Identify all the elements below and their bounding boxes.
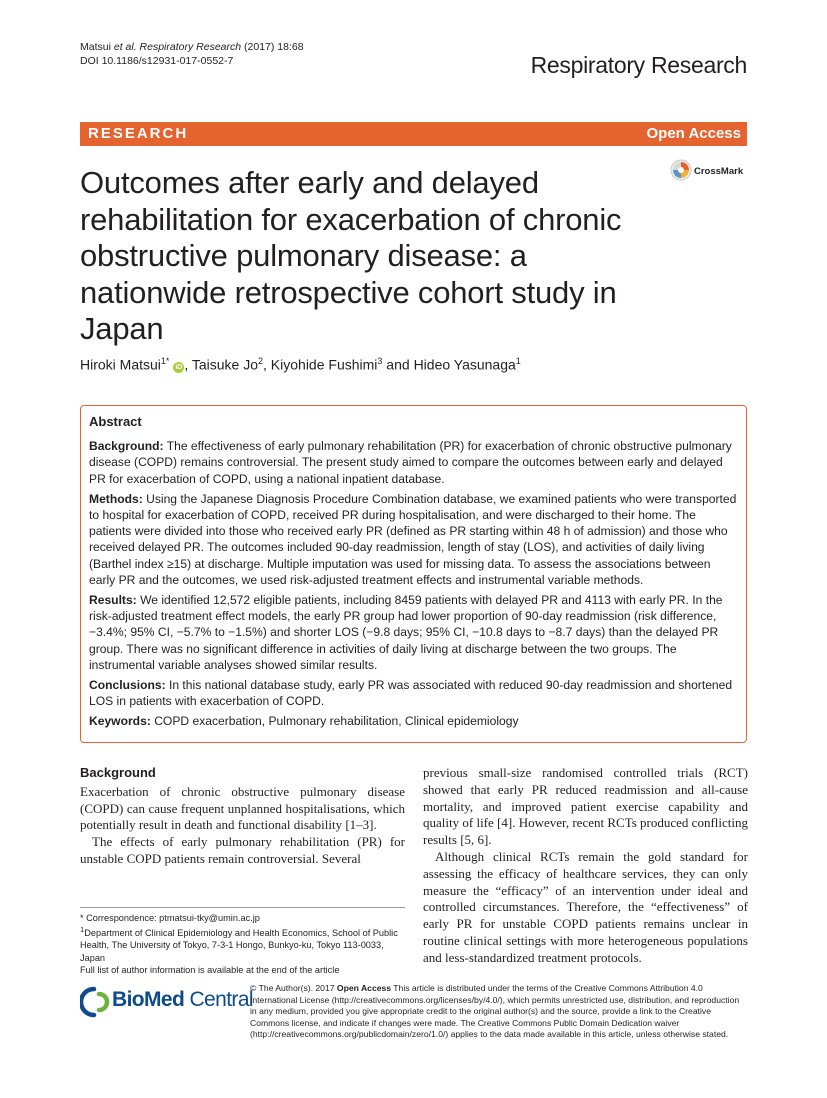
author-name: Hiroki Matsui [80,356,161,373]
abstract-methods: Methods: Using the Japanese Diagnosis Procedure Combination database, we examined patients who were transported to hospital for exacerbation of COPD, received PR during hospitalisation, and were discharged to their home. The patients were divided into those who received early PR (defined as PR starting within 48 h of admission) and those who received delayed PR. The outcomes included 90-day readmission, length of stay (LOS), and activities of daily living (Barthel index ≥15) at discharge. Multiple imputation was used for missing data. To assess the associations between early PR and the outcomes, we used risk-adjusted treatment effects and instrumental variable methods. [89,491,737,587]
body-paragraph: Although clinical RCTs remain the gold standard for assessing the efficacy of healthcare services, they can only measure the “efficacy” of an intervention under ideal and controlled circumstances. Therefore, the “effectiveness” of early PR for unstable COPD patients remains unclear in routine clinical settings with more heterogeneous populations and less-standardized treatment protocols. [423,848,748,965]
crossmark-icon [670,159,692,181]
body-column-right [423,765,748,967]
citation-header [80,40,304,68]
author-list: Hiroki Matsui$^{1*}$ iD , Taisuke Jo$^2$, Kiyohide Fushimi$^3$ and Hideo Yasunaga$^1$ [80,356,521,373]
author-affiliation-sup: 1 [515,356,521,366]
author-name: Taisuke Jo [191,356,258,373]
bmc-bracket-icon [80,986,110,1018]
abstract-label: Keywords: [89,714,151,729]
article-type-band [80,122,747,146]
affiliation: $^1$Department of Clinical Epidemiology and Health Economics, School of Public Health, The University of Tokyo, 7-3-1 Hongo, Bunkyo-ku, Tokyo 113-0033, Japan [80,925,398,963]
author-affiliation-sup: 3 [377,356,383,366]
body-paragraph: Exacerbation of chronic obstructive pulmonary disease (COPD) can cause frequent unplanned hospitalisations, which potentially result in death and functional disability [1–3]. [80,783,405,833]
author-name: Hideo Yasunaga [413,356,516,373]
citation-doi[interactable]: DOI 10.1186/s12931-017-0552-7 [80,55,234,67]
abstract-results: Results: We identified 12,572 eligible patients, including 8459 patients with delayed PR and 4113 with early PR. In the risk-adjusted treatment effect models, the early PR group had lower proportion of 90-day readmission (risk difference, −3.4%; 95% CI, −5.7% to −1.5%) and shorter LOS (−9.8 days; 95% CI, −10.8 days to −8.7 days) than the delayed PR group. There was no significant difference in activities of daily living at discharge between the two groups. The instrumental variable analyses showed similar results. [89,593,723,672]
author-name: Kiyohide Fushimi [270,356,378,373]
body-paragraph: The effects of early pulmonary rehabilitation (PR) for unstable COPD patients remain controversial. Several [80,834,405,866]
orcid-icon[interactable]: iD [175,363,183,371]
article-title: Outcomes after early and delayed rehabilitation for exacerbation of chronic obstructive pulmonary disease: a nationwide retrospective cohort study in Japan [80,165,622,346]
open-access-bold: Open Access [336,983,392,993]
bmc-wordmark: BioMed Central [112,988,253,1011]
abstract-box [80,405,747,743]
correspondence[interactable]: * Correspondence: ptmatsui-tky@umin.ac.jp [80,913,260,923]
open-access-label: Open Access [646,125,741,142]
abstract-label: Methods: [89,491,143,506]
section-heading: Background [80,765,156,780]
footnote-divider [80,907,405,908]
affiliation-sup: 1 [80,925,85,935]
body-paragraph: previous small-size randomised controlled trials (RCT) showed that early PR reduced readmission and all-cause mortality, and improved patient exercise capability and quality of life [4]. However, recent RCTs produced conflicting results [5, 6]. [423,765,748,848]
biomed-central-logo[interactable] [80,983,253,1023]
citation-journal: Respiratory Research [139,41,242,53]
footnotes [80,912,405,976]
abstract-label: Conclusions: [89,678,166,693]
citation-year-volume: (2017) 18:68 [244,41,304,53]
license-statement: © The Author(s). 2017 Open Access This article is distributed under the terms of the Creative Commons Attribution 4.0 International License (http://creativecommons.org/licenses/by/4.0/), which permits unrestricted use, distribution, and reproduction in any medium, provided you give appropriate credit to the original author(s) and the source, provide a link to the Creative Commons license, and indicate if changes were made. The Creative Commons Public Domain Dedication waiver (http://creativecommons.org/publicdomain/zero/1.0/) applies to the data made available in this article, unless otherwise stated. [250,983,740,1039]
article-type-label: RESEARCH [88,125,189,142]
journal-name: Respiratory Research [530,52,747,78]
abstract-label: Background: [89,439,164,454]
crossmark-label: CrossMark [694,166,744,177]
author-info-note: Full list of author information is available at the end of the article [80,964,340,975]
abstract-keywords: Keywords: COPD exacerbation, Pulmonary rehabilitation, Clinical epidemiology [89,714,519,729]
abstract-background: Background: The effectiveness of early pulmonary rehabilitation (PR) for exacerbation of chronic obstructive pulmonary disease (COPD) remains controversial. The present study aimed to compare the outcomes between early and delayed PR for exacerbation of COPD, using a national inpatient database. [89,439,732,486]
citation-authors: Matsui [80,41,111,53]
author-affiliation-sup: 1* [160,356,170,366]
abstract-conclusions: Conclusions: In this national database study, early PR was associated with reduced 90-day readmission and shortened LOS in patients with exacerbation of COPD. [89,678,733,709]
author-affiliation-sup: 2 [258,356,264,366]
abstract-heading: Abstract [89,414,142,429]
citation-etal: et al. [113,41,137,53]
crossmark-badge[interactable] [670,158,750,184]
abstract-label: Results: [89,593,137,608]
body-column-left [80,765,405,868]
